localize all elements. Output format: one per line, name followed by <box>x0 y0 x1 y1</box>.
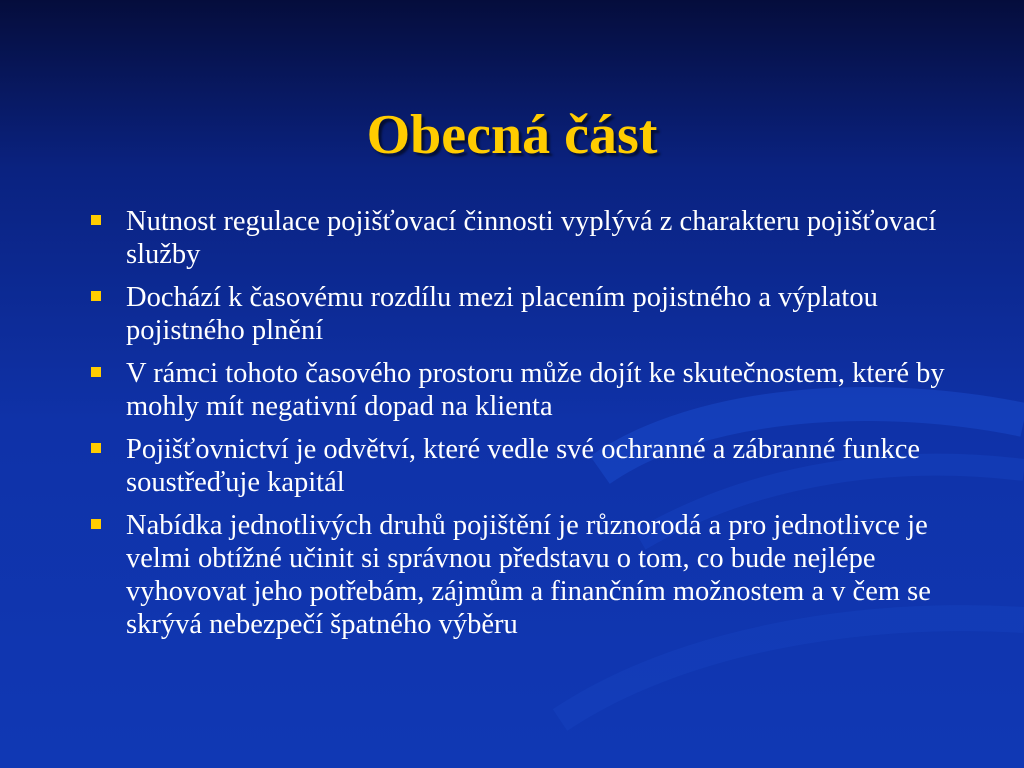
square-bullet-icon <box>91 519 101 529</box>
bullet-item <box>88 509 948 641</box>
slide-title: Obecná část <box>366 104 658 166</box>
bullet-item <box>88 281 948 347</box>
bullet-item <box>88 357 948 423</box>
bullet-text: V rámci tohoto časového prostoru může dojít ke skutečnostem, které by mohly mít negativní dopad na klienta <box>126 358 945 422</box>
square-bullet-icon <box>91 291 101 301</box>
bullet-list <box>88 205 948 651</box>
bullet-text: Pojišťovnictví je odvětví, které vedle své ochranné a zábranné funkce soustřeďuje kapitál <box>126 434 921 498</box>
bullet-text: Nabídka jednotlivých druhů pojištění je různorodá a pro jednotlivce je velmi obtížné učinit si správnou představu o tom, co bude nejlépe vyhovovat jeho potřebám, zájmům a finančním možnostem a v čem se skrývá nebezpečí špatného výběru <box>126 510 931 640</box>
bullet-text: Nutnost regulace pojišťovací činnosti vyplývá z charakteru pojišťovací služby <box>126 206 937 270</box>
bullet-item <box>88 433 948 499</box>
bullet-text: Dochází k časovému rozdílu mezi placením pojistného a výplatou pojistného plnění <box>126 282 878 346</box>
square-bullet-icon <box>91 215 101 225</box>
square-bullet-icon <box>91 367 101 377</box>
square-bullet-icon <box>91 443 101 453</box>
bullet-item <box>88 205 948 271</box>
